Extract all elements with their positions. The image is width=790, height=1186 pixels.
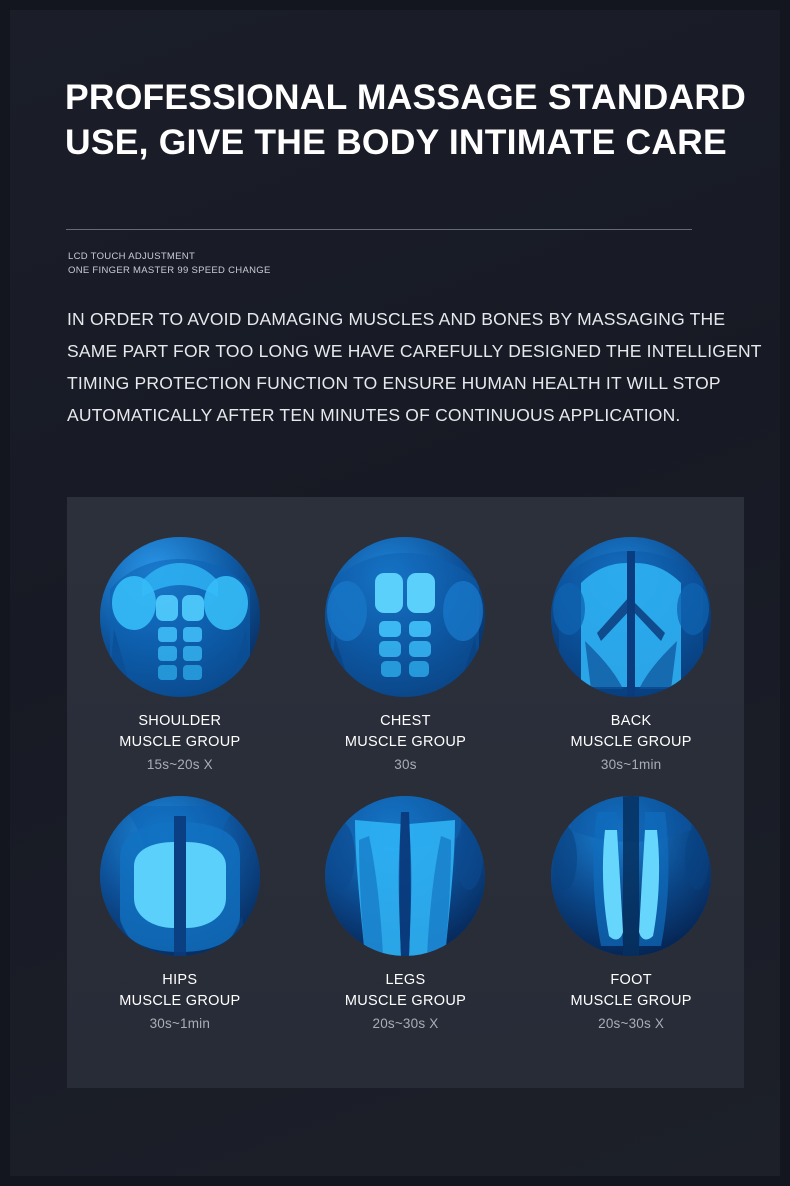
- subtitle: [68, 250, 708, 278]
- muscle-group-duration: 20s~30s X: [598, 1016, 665, 1031]
- muscle-group-title: LEGS MUSCLE GROUP: [344, 972, 467, 1009]
- muscle-group-duration: 20s~30s X: [372, 1016, 439, 1031]
- shoulder-muscle-icon: [100, 537, 260, 697]
- muscle-group-card: [67, 537, 293, 774]
- muscle-group-card: [518, 537, 744, 774]
- muscle-group-title: CHEST MUSCLE GROUP: [344, 713, 467, 750]
- muscle-group-title: BACK MUSCLE GROUP: [570, 713, 692, 750]
- hips-muscle-icon: [100, 796, 260, 956]
- description-paragraph: IN ORDER TO AVOID DAMAGING MUSCLES AND BONES BY MASSAGING THE SAME PART FOR TOO LONG WE HAVE CAREFULLY DESIGNED THE INTELLIGENT TIMING PROTECTION FUNCTION TO ENSURE HUMAN HEALTH IT WILL STOP AUTOMATICALLY AFTER TEN MINUTES OF CONTINUOUS APPLICATION.: [67, 309, 762, 425]
- page-content: [10, 10, 780, 1176]
- muscle-group-grid: [67, 537, 744, 1055]
- back-muscle-icon: [551, 537, 711, 697]
- muscle-group-card: [67, 796, 293, 1033]
- legs-muscle-icon: [325, 796, 485, 956]
- page-title-line2: USE, GIVE THE BODY INTIMATE CARE: [65, 122, 727, 162]
- muscle-group-title: SHOULDER MUSCLE GROUP: [119, 713, 241, 750]
- chest-muscle-icon: [325, 537, 485, 697]
- muscle-group-duration: 30s: [394, 757, 417, 772]
- muscle-group-panel: [67, 497, 744, 1088]
- subtitle-line2: ONE FINGER MASTER 99 SPEED CHANGE: [68, 265, 271, 276]
- muscle-group-title: HIPS MUSCLE GROUP: [119, 972, 241, 1009]
- muscle-group-card: [518, 796, 744, 1033]
- muscle-group-title: FOOT MUSCLE GROUP: [570, 972, 692, 1009]
- muscle-group-duration: 15s~20s X: [146, 757, 213, 772]
- muscle-group-card: [293, 537, 519, 774]
- divider: [66, 229, 692, 230]
- muscle-group-card: [293, 796, 519, 1033]
- page-title: [65, 75, 765, 165]
- foot-muscle-icon: [551, 796, 711, 956]
- page-title-line1: PROFESSIONAL MASSAGE STANDARD: [65, 77, 747, 117]
- subtitle-line1: LCD TOUCH ADJUSTMENT: [68, 251, 196, 262]
- muscle-group-duration: 30s~1min: [600, 757, 662, 772]
- muscle-group-duration: 30s~1min: [149, 1016, 211, 1031]
